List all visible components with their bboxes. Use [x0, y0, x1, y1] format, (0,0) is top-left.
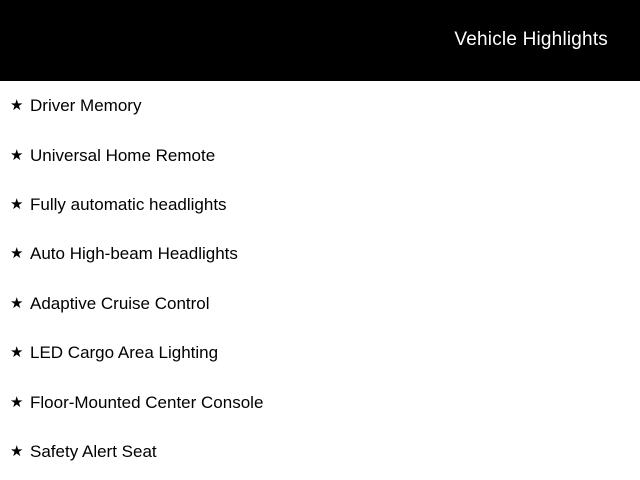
list-item-label: Fully automatic headlights: [30, 194, 227, 214]
star-bullet-icon: ★: [10, 294, 24, 312]
vehicle-highlights-list: [0, 81, 640, 476]
list-item: [0, 328, 640, 377]
list-item-label: Safety Alert Seat: [30, 441, 157, 461]
page-title: Vehicle Highlights: [454, 29, 608, 50]
list-item-label: Driver Memory: [30, 96, 142, 116]
star-bullet-icon: ★: [10, 97, 24, 115]
star-bullet-icon: ★: [10, 195, 24, 213]
list-item-label: Auto High-beam Headlights: [30, 244, 238, 264]
list-item-label: Floor-Mounted Center Console: [30, 392, 264, 412]
list-item: [0, 279, 640, 328]
list-item: [0, 130, 640, 179]
list-item: [0, 180, 640, 229]
list-item: [0, 81, 640, 130]
list-item-label: Universal Home Remote: [30, 145, 216, 165]
star-bullet-icon: ★: [10, 344, 24, 362]
list-item: [0, 377, 640, 426]
page-header: [0, 0, 640, 81]
list-item-label: Adaptive Cruise Control: [30, 293, 210, 313]
star-bullet-icon: ★: [10, 245, 24, 263]
star-bullet-icon: ★: [10, 146, 24, 164]
list-item: [0, 229, 640, 278]
star-bullet-icon: ★: [10, 393, 24, 411]
list-item: [0, 427, 640, 476]
list-item-label: LED Cargo Area Lighting: [30, 343, 219, 363]
star-bullet-icon: ★: [10, 442, 24, 460]
